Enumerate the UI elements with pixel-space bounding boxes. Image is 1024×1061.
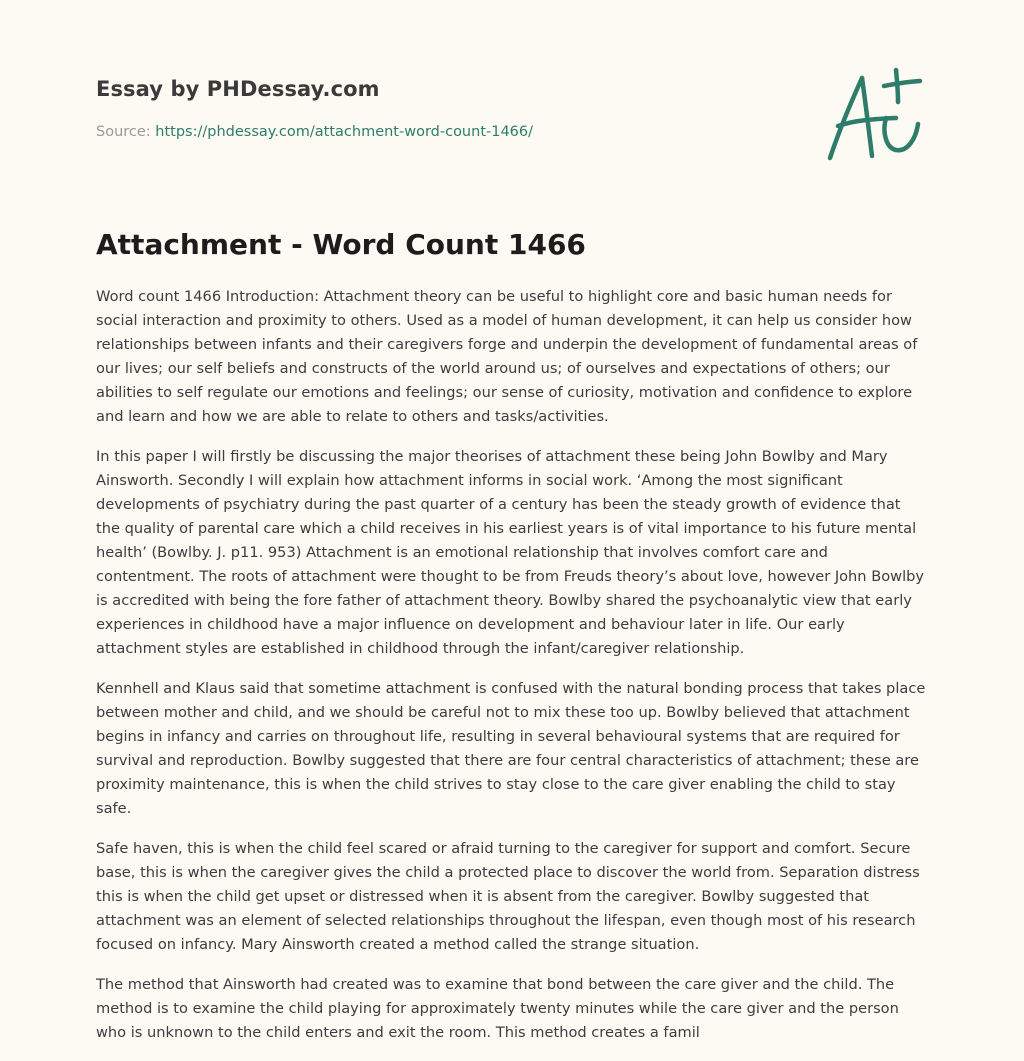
site-brand: Essay by PHDessay.com: [96, 77, 380, 101]
a-plus-logo-icon: [826, 66, 926, 166]
source-label: Source:: [96, 124, 156, 140]
essay-title: Attachment - Word Count 1466: [96, 228, 586, 261]
essay-paragraph: Safe haven, this is when the child feel scared or afraid turning to the caregiver for support and comfort. Secure base, this is when the caregiver gives the child a protected place to discover the world from. Separation distress this is when the child get upset or distressed when it is absent from the caregiver. Bowlby suggested that attachment was an element of selected relationships throughout the lifespan, even though most of his research focused on infancy. Mary Ainsworth created a method called the strange situation.: [96, 840, 920, 953]
essay-paragraph: Word count 1466 Introduction: Attachment theory can be useful to highlight core and basic human needs for social interaction and proximity to others. Used as a model of human development, it can help us consider how relationships between infants and their caregivers forge and underpin the development of fundamental areas of our lives; our self beliefs and constructs of the world around us; of ourselves and expectations of others; our abilities to self regulate our emotions and feelings; our sense of curiosity, motivation and confidence to explore and learn and how we are able to relate to others and tasks/activities.: [96, 288, 918, 425]
source-link[interactable]: https://phdessay.com/attachment-word-count-1466/: [155, 124, 534, 140]
source-line: [96, 124, 533, 140]
essay-body: [96, 285, 928, 1061]
essay-paragraph: Kennhell and Klaus said that sometime attachment is confused with the natural bonding process that takes place between mother and child, and we should be careful not to mix these too up. Bowlby believed that attachment begins in infancy and carries on throughout life, resulting in several behavioural systems that are required for survival and reproduction. Bowlby suggested that there are four central characteristics of attachment; these are proximity maintenance, this is when the child strives to stay close to the care giver enabling the child to stay safe.: [96, 680, 926, 817]
essay-paragraph: In this paper I will firstly be discussing the major theorises of attachment these being John Bowlby and Mary Ainsworth. Secondly I will explain how attachment informs in social work. ‘Among the most significant developments of psychiatry during the past quarter of a century has been the steady growth of evidence that the quality of parental care which a child receives in his earliest years is of vital importance to his future mental health’ (Bowlby. J. p11. 953) Attachment is an emotional relationship that involves comfort care and contentment. The roots of attachment were thought to be from Freuds theory’s about love, however John Bowlby is accredited with being the fore father of attachment theory. Bowlby shared the psychoanalytic view that early experiences in childhood have a major influence on development and behaviour later in life. Our early attachment styles are established in childhood through the infant/caregiver relationship.: [96, 448, 925, 657]
essay-paragraph: The method that Ainsworth had created was to examine that bond between the care giver and the child. The method is to examine the child playing for approximately twenty minutes while the care giver and the person who is unknown to the child enters and exit the room. This method creates a famil: [96, 976, 899, 1041]
